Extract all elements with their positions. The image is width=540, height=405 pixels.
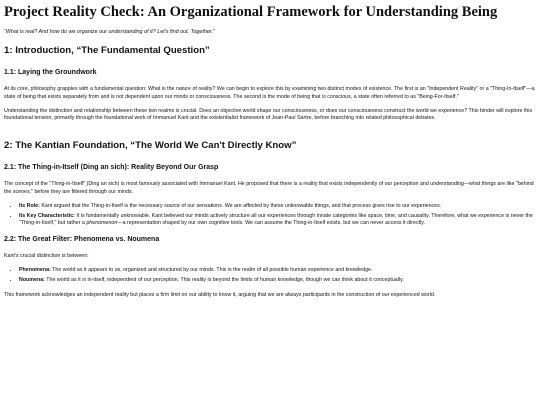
section-2-2-list <box>4 267 536 285</box>
list-item-phenomena: • Phenomena: The world as it appears to us, organized and structured by our minds. This is the realm of all possible human experience and knowledge. <box>19 267 536 275</box>
section-2-1-heading: 2.1: The Thing-in-Itself (Ding an sich): Reality Beyond Our Grasp <box>4 164 219 172</box>
section-2-2-intro: Kant's crucial distinction is between: <box>4 253 89 260</box>
list-item-noumena: • Noumena: The world as it is in-itself, independent of our perception. This reality is beyond the limits of human knowledge, though we can think about it conceptually. <box>19 277 536 285</box>
section-2-2-closing: This framework acknowledges an independent reality but places a firm limit on our ability to know it, arguing that we are always participants in the construction of our experienced world. <box>4 291 436 298</box>
section-2-2-heading: 2.2: The Great Filter: Phenomena vs. Noumena <box>4 236 160 244</box>
page-title: Project Reality Check: An Organizational Framework for Understanding Being <box>4 4 498 20</box>
list-item-key-characteristic: • Its Key Characteristic: It is fundamentally unknowable. Kant believed our minds actively structure all our experiences through innate categories like space, time, and causality. Therefore, what we experience is never the "Thing-in-Itself," but rather a phenomenon—a representation shaped by our own cognitive tools. We can assume the Thing-in-Itself exists, but we can never access it directly. <box>19 213 536 229</box>
section-1-1-heading: 1.1: Laying the Groundwork <box>4 69 97 76</box>
section-1-1-paragraph-2: Understanding the distinction and relationship between these two realms is crucial. Does an objective world shape our consciousness, or does our consciousness construct the world we experience? This binder will explore this foundational tension, primarily through the foundational work of Immanuel Kant and the existentialist framework of Jean-Paul Sartre, before branching into related philosophical debates. <box>4 107 533 122</box>
page-subtitle: “What is real? And how do we organize our understanding of it? Let's find out. Together.” <box>4 29 215 35</box>
list-item-its-role: • Its Role: Kant argued that the Thing-in-Itself is the necessary source of our sensations. We are affected by these unknowable things, and that process gives rise to our experiences. <box>19 203 536 211</box>
section-2-1-list <box>4 203 536 228</box>
section-1-heading: 1: Introduction, “The Fundamental Question” <box>4 45 210 56</box>
section-1-1-paragraph-1: At its core, philosophy grapples with a fundamental question: What is the nature of reality? We can begin to explore this by examining two distinct modes of existence. The first is an "Independent Reality" or a "Thing-In-Itself"—a state of being that exists separately from and is not dependent upon our minds or consciousness. The second is the mode of being that is conscious, a state often referred to as "Being-For-Itself." <box>4 86 535 100</box>
section-2-heading: 2: The Kantian Foundation, “The World We Can't Directly Know” <box>4 140 297 152</box>
section-2-1-intro: The concept of the "Thing-in-Itself" (Ding an sich) is most famously associated with Immanuel Kant. He proposed that there is a reality that exists independently of our perception and understanding—what things are like "behind the scenes," before they are filtered through our minds. <box>4 181 534 195</box>
